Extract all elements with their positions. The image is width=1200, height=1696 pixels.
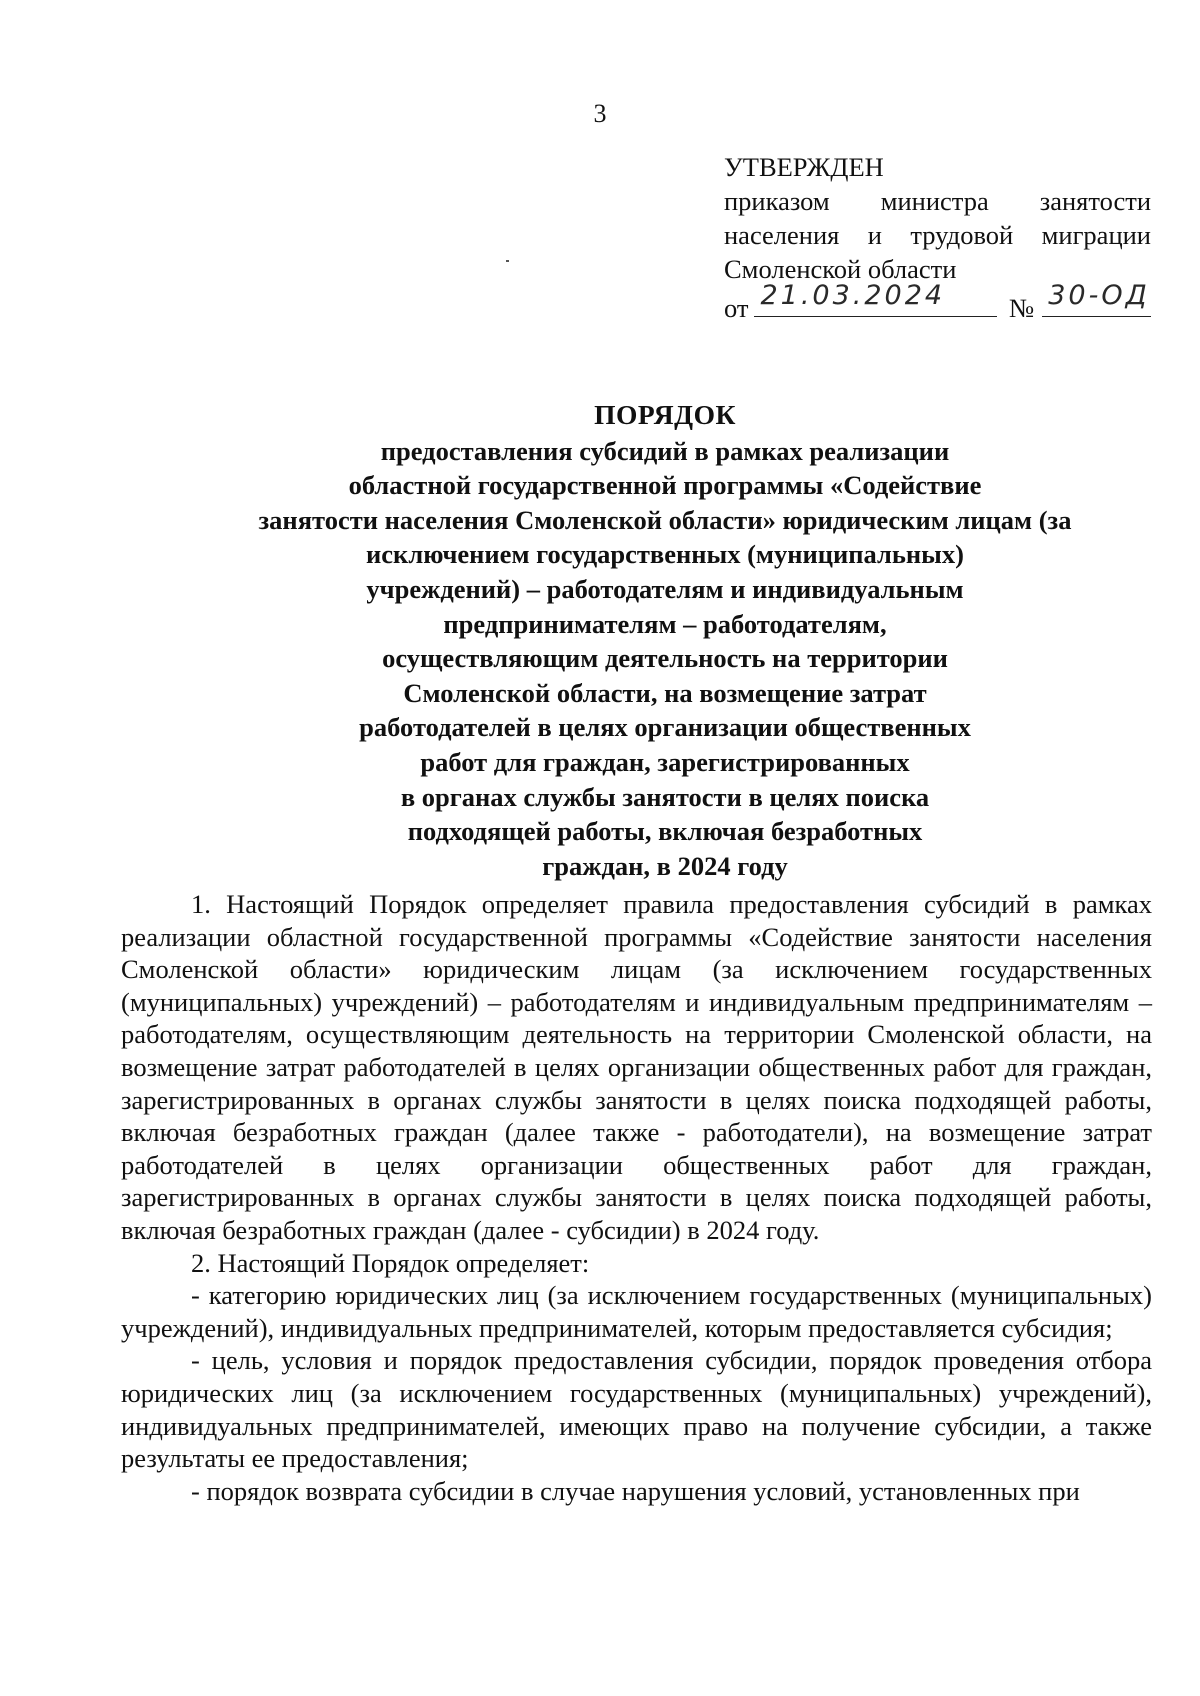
title-line: областной государственной программы «Содействие: [348, 470, 982, 501]
document-title: [230, 398, 1100, 883]
date-blank: [754, 280, 996, 317]
approval-line-3: Смоленской области: [724, 254, 957, 284]
paragraph-2: 2. Настоящий Порядок определяет:: [191, 1247, 590, 1278]
handwritten-number: 30-ОД: [1048, 280, 1150, 311]
approval-line-1: приказом министра занятости: [724, 186, 1151, 216]
title-line: учреждений) – работодателям и индивидуальным: [366, 573, 964, 604]
title-line: в органах службы занятости в целях поиска: [400, 781, 930, 812]
list-item: - порядок возврата субсидии в случае нарушения условий, установленных при: [191, 1475, 1080, 1506]
title-line: предоставления субсидий в рамках реализации: [380, 435, 950, 466]
title-line: работ для граждан, зарегистрированных: [420, 746, 910, 777]
title-line: осуществляющим деятельность на территории: [382, 643, 948, 674]
approval-line-2: населения и трудовой миграции: [724, 220, 1151, 250]
approval-stamp-block: [724, 150, 1151, 325]
title-line: подходящей работы, включая безработных: [407, 816, 923, 847]
page-number: 3: [593, 99, 607, 128]
title-line: граждан, в 2024 году: [542, 850, 788, 881]
title-line: занятости населения Смоленской области» юридическим лицам (за: [258, 504, 1072, 535]
date-prefix: от: [724, 293, 749, 323]
approval-date-number-row: [724, 280, 1151, 325]
approval-heading: УТВЕРЖДЕН: [724, 152, 884, 182]
title-line: Смоленской области, на возмещение затрат: [403, 677, 927, 708]
list-item: - категорию юридических лиц (за исключением государственных (муниципальных) учреждений), индивидуальных предпринимателей, которым предоставляется субсидия;: [121, 1280, 1152, 1343]
title-heading: ПОРЯДОК: [594, 399, 736, 430]
paragraph-1: 1. Настоящий Порядок определяет правила предоставления субсидий в рамках реализации областной государственной программы «Содействие занятости населения Смоленской области» юридическим лицам (за исключением государственных (муниципальных) учреждений) – работодателям и индивидуальным предпринимателям – работодателям, осуществляющим деятельность на территории Смоленской области, на возмещение затрат работодателей в целях организации общественных работ для граждан, зарегистрированных в органах службы занятости в целях поиска подходящей работы, включая безработных граждан (далее также - работодатели), на возмещение затрат работодателей в целях организации общественных работ для граждан, зарегистрированных в органах службы занятости в целях поиска подходящей работы, включая безработных граждан (далее - субсидии) в 2024 году.: [121, 889, 1152, 1245]
title-line: работодателей в целях организации общественных: [359, 712, 971, 743]
title-line: предпринимателям – работодателям,: [443, 608, 887, 639]
number-blank: [1042, 280, 1151, 317]
number-prefix: №: [1008, 293, 1035, 323]
body-text: [121, 888, 1152, 1507]
list-item: - цель, условия и порядок предоставления субсидии, порядок проведения отбора юридических лиц (за исключением государственных (муниципальных) учреждений), индивидуальных предпринимателей, имеющих право на получение субсидии, а также результаты ее предоставления;: [121, 1345, 1152, 1474]
scan-speck: [506, 260, 509, 262]
title-line: исключением государственных (муниципальных): [366, 539, 964, 570]
handwritten-date: 21.03.2024: [760, 280, 946, 311]
